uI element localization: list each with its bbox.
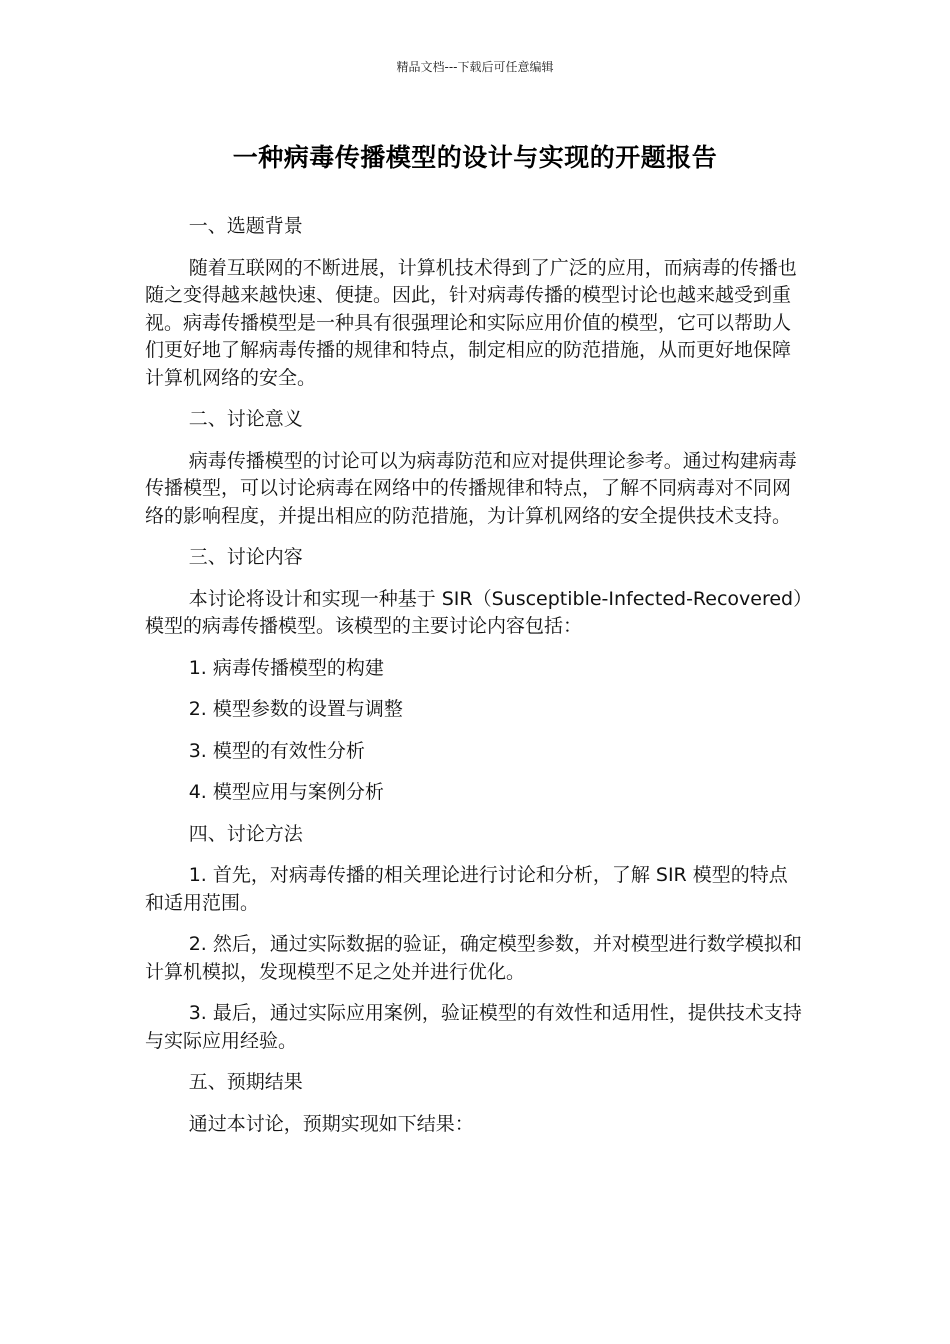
- list-item-content-4: 4. 模型应用与案例分析: [188, 781, 384, 803]
- list-item-method-1: 1. 首先，对病毒传播的相关理论进行讨论和分析，了解 SIR 模型的特点和适用范围。: [145, 864, 788, 914]
- section-heading-content: 三、讨论内容: [188, 546, 303, 568]
- document-body: [145, 213, 805, 1152]
- paragraph-significance: 病毒传播模型的讨论可以为病毒防范和应对提供理论参考。通过构建病毒传播模型，可以讨论病毒在网络中的传播规律和特点，了解不同病毒对不同网络的影响程度，并提出相应的防范措施，为计算机网络的安全提供技术支持。: [145, 449, 797, 527]
- section-heading-background: 一、选题背景: [188, 215, 303, 237]
- list-item-method-3: 3. 最后，通过实际应用案例，验证模型的有效性和适用性，提供技术支持与实际应用经验。: [145, 1002, 802, 1052]
- list-item-content-2: 2. 模型参数的设置与调整: [188, 698, 403, 720]
- list-item-content-3: 3. 模型的有效性分析: [188, 739, 365, 762]
- section-heading-expected-results: 五、预期结果: [188, 1071, 303, 1093]
- list-item-method-2: 2. 然后，通过实际数据的验证，确定模型参数，并对模型进行数学模拟和计算机模拟，发现模型不足之处并进行优化。: [145, 933, 802, 983]
- section-heading-methods: 四、讨论方法: [188, 822, 303, 845]
- paragraph-background: 随着互联网的不断进展，计算机技术得到了广泛的应用，而病毒的传播也随之变得越来越快速、便捷。因此，针对病毒传播的模型讨论也越来越受到重视。病毒传播模型是一种具有很强理论和实际应用价值的模型，它可以帮助人们更好地了解病毒传播的规律和特点，制定相应的防范措施，从而更好地保障计算机网络的安全。: [145, 256, 797, 389]
- document-title: 一种病毒传播模型的设计与实现的开题报告: [232, 143, 718, 172]
- paragraph-expected-results: 通过本讨论，预期实现如下结果：: [188, 1112, 474, 1135]
- paragraph-content-intro: 本讨论将设计和实现一种基于 SIR（Susceptible-Infected-Recovered）模型的病毒传播模型。该模型的主要讨论内容包括：: [145, 587, 803, 637]
- list-item-content-1: 1. 病毒传播模型的构建: [188, 656, 384, 679]
- section-heading-significance: 二、讨论意义: [188, 408, 303, 430]
- header-note: 精品文档---下载后可任意编辑: [396, 60, 554, 74]
